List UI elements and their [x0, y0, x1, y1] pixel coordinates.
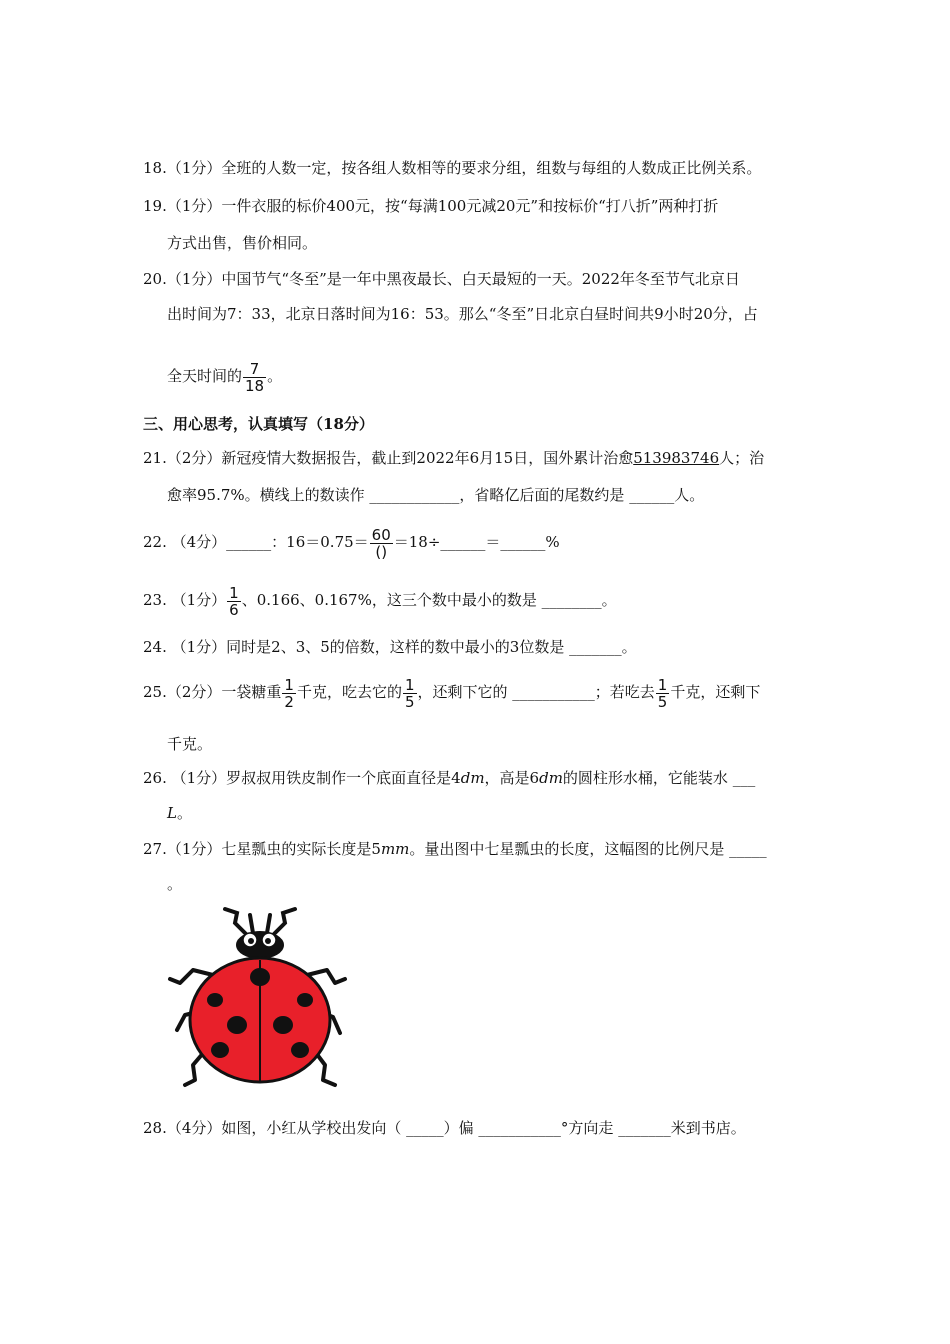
fraction-1-2 — [282, 677, 296, 710]
q21-underlined-number: 513983746 — [633, 449, 720, 467]
fraction-numerator: 60 — [371, 525, 391, 544]
q27-unit-mm: mm — [380, 840, 410, 858]
q25-part2: 千克，吃去它的 — [296, 683, 402, 701]
question-28: 28.（4分）如图，小红从学校出发向（ _____）偏 ___________°方向走 _______米到书店。 — [143, 1119, 746, 1137]
q26-unit-dm: dm — [460, 769, 485, 787]
question-22 — [143, 522, 560, 562]
fraction-7-18 — [243, 361, 266, 394]
question-21-line2: 愈率95.7%。横线上的数读作 ____________，省略亿后面的尾数约是 ______人。 — [167, 486, 705, 504]
q25-part1: 25.（2分）一袋糖重 — [143, 683, 282, 701]
question-26-line1 — [143, 767, 755, 789]
q26-part1: 26. （1分）罗叔叔用铁皮制作一个底面直径是4 — [143, 769, 461, 787]
question-26-line2 — [167, 802, 192, 824]
question-25-line1 — [143, 672, 760, 712]
fraction-numerator: 7 — [249, 359, 260, 378]
fraction-denominator: 5 — [404, 692, 415, 711]
q26-part3: 的圆柱形水桶，它能装水 ___ — [562, 769, 756, 787]
fraction-numerator: 1 — [229, 583, 239, 602]
q27-part1: 27.（1分）七星瓢虫的实际长度是5 — [143, 840, 381, 858]
fraction-1-6 — [227, 585, 241, 618]
question-27-line2: 。 — [167, 875, 183, 893]
ladybug-pupil-right — [265, 938, 271, 944]
question-19-line2: 方式出售，售价相同。 — [167, 234, 318, 252]
fraction-numerator: 1 — [657, 675, 668, 694]
question-21-line1 — [143, 447, 764, 469]
q26-part2: ，高是6 — [484, 769, 540, 787]
fraction-numerator: 1 — [404, 675, 415, 694]
fraction-60-blank — [370, 527, 393, 560]
q23-text-prefix: 23. （1分） — [143, 591, 227, 609]
q26-unit-L: L — [167, 804, 177, 822]
q26-line2-suffix: 。 — [176, 804, 192, 822]
fraction-denominator: () — [370, 543, 393, 560]
q20-text-suffix: 。 — [267, 367, 283, 385]
question-27-line1 — [143, 838, 767, 860]
question-19-line1: 19.（1分）一件衣服的标价400元，按“每满100元减20元”和按标价“打八折”两种打折 — [143, 197, 719, 215]
ladybug-illustration — [165, 905, 355, 1090]
q22-text-suffix: ＝18÷______＝______% — [393, 533, 560, 551]
fraction-numerator: 1 — [284, 675, 294, 694]
q20-text-prefix: 全天时间的 — [167, 367, 243, 385]
question-20-line2: 出时间为7：33，北京日落时间为16：53。那么“冬至”日北京白昼时间共9小时20分，占 — [167, 305, 758, 323]
question-20-line3 — [167, 356, 282, 396]
q21-text-prefix: 21.（2分）新冠疫情大数据报告，截止到2022年6月15日，国外累计治愈 — [143, 449, 634, 467]
question-24: 24. （1分）同时是2、3、5的倍数，这样的数中最小的3位数是 _______。 — [143, 638, 637, 656]
fraction-1-5 — [403, 677, 417, 710]
fraction-denominator: 6 — [229, 600, 239, 619]
q26-unit-dm-2: dm — [539, 769, 563, 787]
fraction-denominator: 5 — [657, 692, 668, 711]
q27-part2: 。量出图中七星瓢虫的长度，这幅图的比例尺是 _____ — [409, 840, 767, 858]
q25-part3: ，还剩下它的 ___________；若吃去 — [417, 683, 655, 701]
question-23 — [143, 580, 617, 620]
ladybug-head — [236, 931, 284, 959]
q22-text-prefix: 22. （4分）______：16＝0.75＝ — [143, 533, 369, 551]
fraction-denominator: 2 — [284, 692, 294, 711]
fraction-denominator: 18 — [245, 376, 265, 395]
q25-part4: 千克，还剩下 — [670, 683, 761, 701]
question-18: 18.（1分）全班的人数一定，按各组人数相等的要求分组，组数与每组的人数成正比例关系。 — [143, 159, 762, 177]
q23-text-suffix: 、0.166、0.167%，这三个数中最小的数是 ________。 — [241, 591, 617, 609]
q21-text-suffix: 人；治 — [719, 449, 765, 467]
fraction-1-5-b — [656, 677, 670, 710]
question-25-line2: 千克。 — [167, 735, 213, 753]
question-20-line1: 20.（1分）中国节气“冬至”是一年中黑夜最长、白天最短的一天。2022年冬至节气北京日 — [143, 270, 740, 288]
section-3-title: 三、用心思考，认真填写（18分） — [143, 415, 374, 433]
ladybug-pupil-left — [248, 938, 254, 944]
